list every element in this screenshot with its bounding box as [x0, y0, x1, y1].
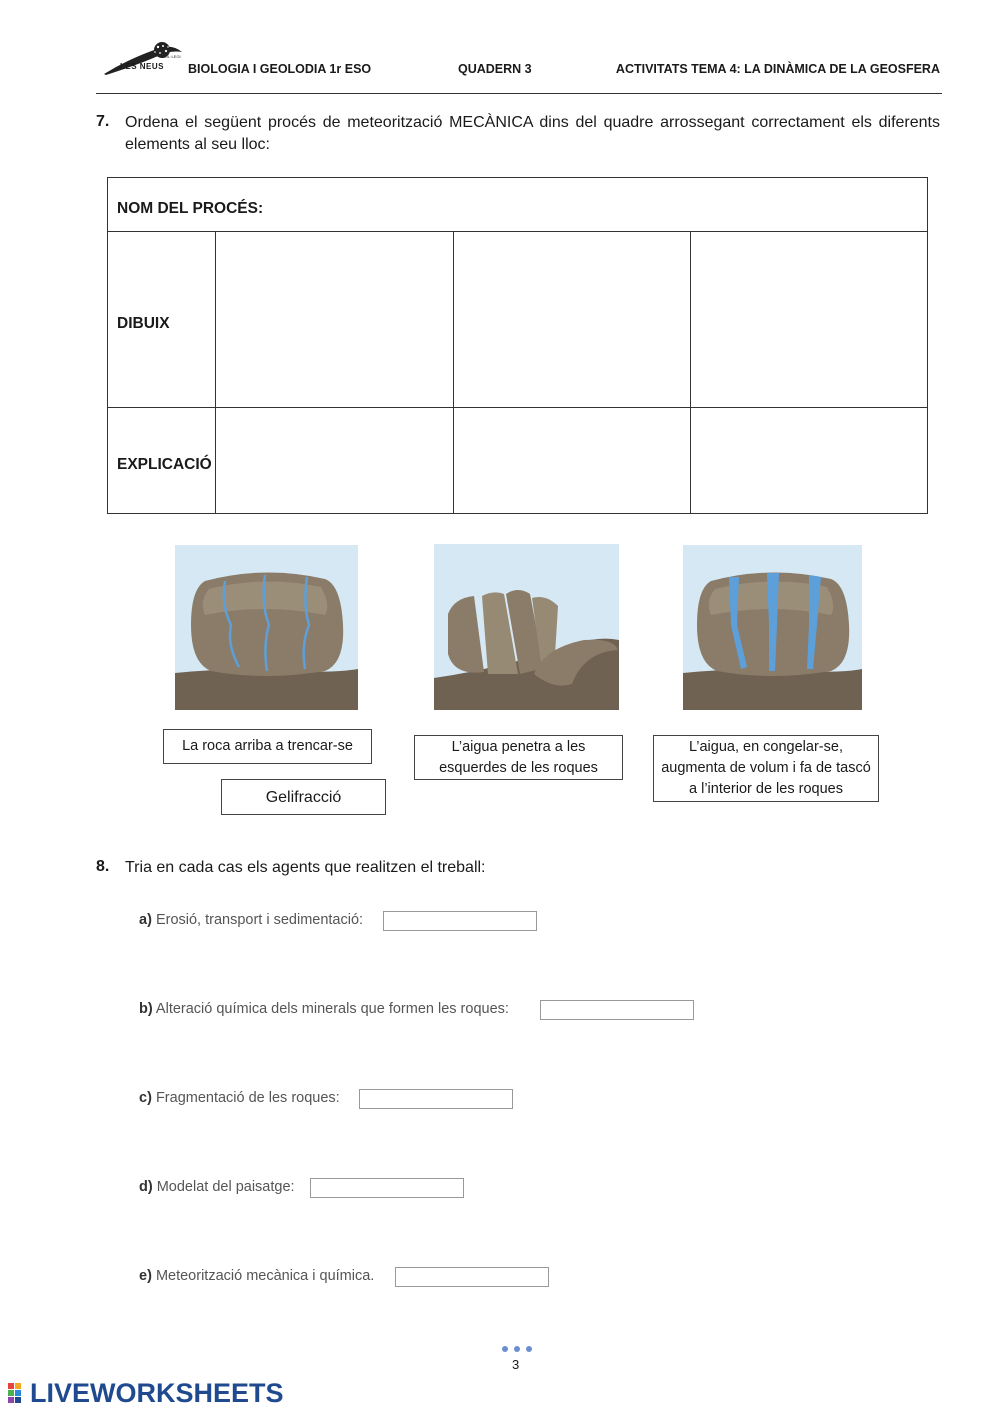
drop-zone-process-name[interactable]	[368, 182, 924, 228]
answer-input-e[interactable]	[395, 1267, 549, 1287]
header-subject: BIOLOGIA I GEOLODIA 1r ESO	[188, 62, 372, 76]
q8-item-label: Erosió, transport i sedimentació:	[155, 912, 364, 928]
q8-item-letter: c)	[139, 1090, 152, 1106]
drop-zone-drawing-3[interactable]	[691, 232, 927, 407]
page-header	[96, 36, 942, 94]
q8-item-d	[139, 1179, 295, 1195]
question-8-text: Tria en cada cas els agents que realitzen el treball:	[125, 859, 486, 876]
drop-zone-explanation-2[interactable]	[454, 408, 690, 513]
q8-item-letter: d)	[139, 1179, 153, 1195]
answer-input-b[interactable]	[540, 1000, 694, 1020]
q8-item-label: Modelat del paisatge:	[156, 1179, 295, 1195]
drag-item-water-penetrates[interactable]: L’aigua penetra a les esquerdes de les roques	[414, 735, 623, 780]
logo-subtitle: COL·LEGI	[162, 54, 181, 59]
q8-item-label: Fragmentació de les roques:	[155, 1090, 340, 1106]
q8-item-letter: b)	[139, 1001, 153, 1017]
header-notebook: QUADERN 3	[458, 62, 532, 76]
page-dots-icon	[500, 1346, 536, 1354]
drop-zone-explanation-3[interactable]	[691, 408, 927, 513]
q8-item-a	[139, 912, 363, 928]
q8-item-label: Alteració química dels minerals que formen les roques:	[155, 1001, 509, 1017]
row-label-name: NOM DEL PROCÉS:	[117, 200, 264, 217]
drop-zone-drawing-1[interactable]	[216, 232, 453, 407]
question-7-text: Ordena el següent procés de meteorització MECÀNICA dins del quadre arrossegant correctament els diferents elements al seu lloc:	[125, 114, 940, 153]
drop-zone-explanation-1[interactable]	[216, 408, 453, 513]
header-activities: ACTIVITATS TEMA 4: LA DINÀMICA DE LA GEOSFERA	[615, 62, 940, 76]
liveworksheets-logo-icon	[8, 1383, 28, 1405]
drag-item-rock-breaks[interactable]: La roca arriba a trencar-se	[163, 729, 372, 764]
liveworksheets-brand[interactable]: LIVEWORKSHEETS	[30, 1378, 284, 1408]
q8-item-letter: e)	[139, 1268, 152, 1284]
q8-item-b	[139, 1001, 509, 1017]
page-number: 3	[512, 1357, 520, 1372]
process-table	[107, 177, 928, 514]
q8-item-c	[139, 1090, 340, 1106]
q8-item-label: Meteorització mecànica i química.	[155, 1268, 375, 1284]
answer-input-d[interactable]	[310, 1178, 464, 1198]
row-label-explanation: EXPLICACIÓ	[117, 456, 212, 473]
drag-item-water-freezes[interactable]: L’aigua, en congelar-se, augmenta de volum i fa de tascó a l’interior de les roques	[653, 735, 879, 802]
q8-item-letter: a)	[139, 912, 152, 928]
logo-text: LES NEUS	[120, 62, 165, 71]
question-8-number: 8.	[96, 858, 110, 875]
rock-ice-wedging-image[interactable]	[683, 545, 862, 710]
broken-rock-image[interactable]	[434, 544, 619, 710]
drag-item-gelifraction[interactable]: Gelifracció	[221, 779, 386, 815]
rock-water-cracks-image[interactable]	[175, 545, 358, 710]
answer-input-a[interactable]	[383, 911, 537, 931]
q8-item-e	[139, 1268, 374, 1284]
drop-zone-drawing-2[interactable]	[454, 232, 690, 407]
row-label-drawing: DIBUIX	[117, 315, 170, 332]
question-7-number: 7.	[96, 113, 110, 130]
answer-input-c[interactable]	[359, 1089, 513, 1109]
